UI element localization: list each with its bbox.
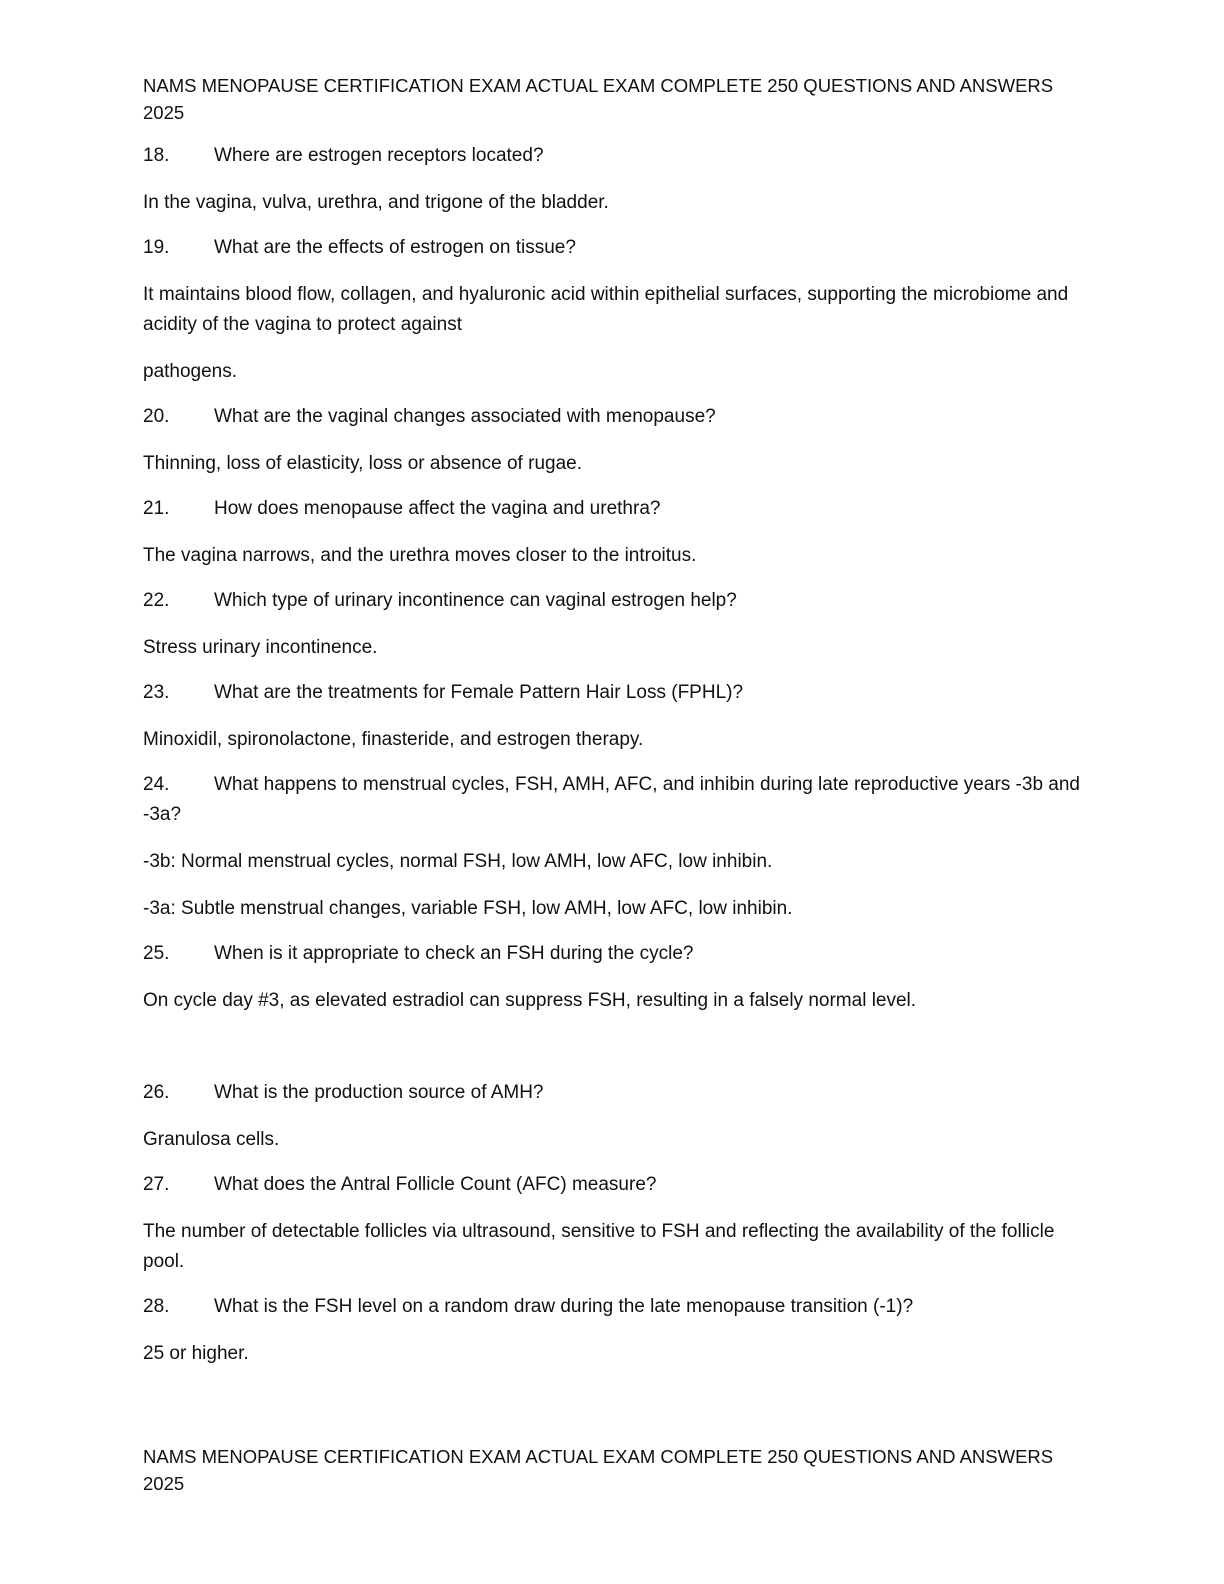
- question-number: 19.: [143, 237, 170, 258]
- answer-21: The vagina narrows, and the urethra moves closer to the introitus.: [143, 545, 697, 566]
- answer-22: Stress urinary incontinence.: [143, 637, 378, 658]
- question-number: 25.: [143, 943, 170, 964]
- question-text: What are the effects of estrogen on tissue?: [214, 237, 576, 258]
- question-text: What is the FSH level on a random draw during the late menopause transition (-1)?: [214, 1296, 914, 1317]
- question-number: 21.: [143, 498, 170, 519]
- answer-28: 25 or higher.: [143, 1343, 249, 1364]
- question-text: Where are estrogen receptors located?: [214, 145, 544, 166]
- question-19: [143, 233, 1083, 263]
- answer-26: Granulosa cells.: [143, 1129, 280, 1150]
- question-number: 23.: [143, 682, 170, 703]
- answer-19-continued: pathogens.: [143, 361, 238, 382]
- answer-24-3a: -3a: Subtle menstrual changes, variable FSH, low AMH, low AFC, low inhibin.: [143, 898, 793, 919]
- page-header: NAMS MENOPAUSE CERTIFICATION EXAM ACTUAL EXAM COMPLETE 250 QUESTIONS AND ANSWERS 2025: [143, 75, 1054, 123]
- question-25: [143, 939, 1083, 969]
- question-22: [143, 586, 1083, 616]
- answer-19: It maintains blood flow, collagen, and hyaluronic acid within epithelial surfaces, supporting the microbiome and acidity of the vagina to protect against: [143, 284, 1069, 335]
- question-23: [143, 678, 1083, 708]
- page-footer: NAMS MENOPAUSE CERTIFICATION EXAM ACTUAL EXAM COMPLETE 250 QUESTIONS AND ANSWERS 2025: [143, 1446, 1054, 1494]
- question-24: [143, 770, 1083, 830]
- question-number: 20.: [143, 406, 170, 427]
- blank-space: [143, 1016, 1083, 1063]
- question-text: What are the treatments for Female Pattern Hair Loss (FPHL)?: [214, 682, 744, 703]
- question-18: [143, 141, 1083, 171]
- question-number: 18.: [143, 145, 170, 166]
- question-number: 22.: [143, 590, 170, 611]
- answer-20: Thinning, loss of elasticity, loss or absence of rugae.: [143, 453, 582, 474]
- question-text: How does menopause affect the vagina and urethra?: [214, 498, 661, 519]
- question-27: [143, 1170, 1083, 1200]
- question-text: What is the production source of AMH?: [214, 1082, 544, 1103]
- question-28: [143, 1292, 1083, 1322]
- answer-24-3b: -3b: Normal menstrual cycles, normal FSH, low AMH, low AFC, low inhibin.: [143, 851, 773, 872]
- question-21: [143, 494, 1083, 524]
- question-text: What are the vaginal changes associated with menopause?: [214, 406, 716, 427]
- document-page: [143, 72, 1083, 1369]
- question-text: What does the Antral Follicle Count (AFC) measure?: [214, 1174, 657, 1195]
- answer-27: The number of detectable follicles via ultrasound, sensitive to FSH and reflecting the availability of the follicle pool.: [143, 1221, 1055, 1272]
- question-text: When is it appropriate to check an FSH during the cycle?: [214, 943, 694, 964]
- question-text: Which type of urinary incontinence can vaginal estrogen help?: [214, 590, 737, 611]
- question-number: 27.: [143, 1174, 170, 1195]
- answer-18: In the vagina, vulva, urethra, and trigone of the bladder.: [143, 192, 609, 213]
- answer-23: Minoxidil, spironolactone, finasteride, and estrogen therapy.: [143, 729, 644, 750]
- question-number: 26.: [143, 1082, 170, 1103]
- question-text: What happens to menstrual cycles, FSH, AMH, AFC, and inhibin during late reproductive years -3b and -3a?: [143, 774, 1080, 825]
- question-20: [143, 402, 1083, 432]
- question-number: 28.: [143, 1296, 170, 1317]
- question-number: 24.: [143, 774, 170, 795]
- question-26: [143, 1078, 1083, 1108]
- answer-25: On cycle day #3, as elevated estradiol can suppress FSH, resulting in a falsely normal level.: [143, 990, 917, 1011]
